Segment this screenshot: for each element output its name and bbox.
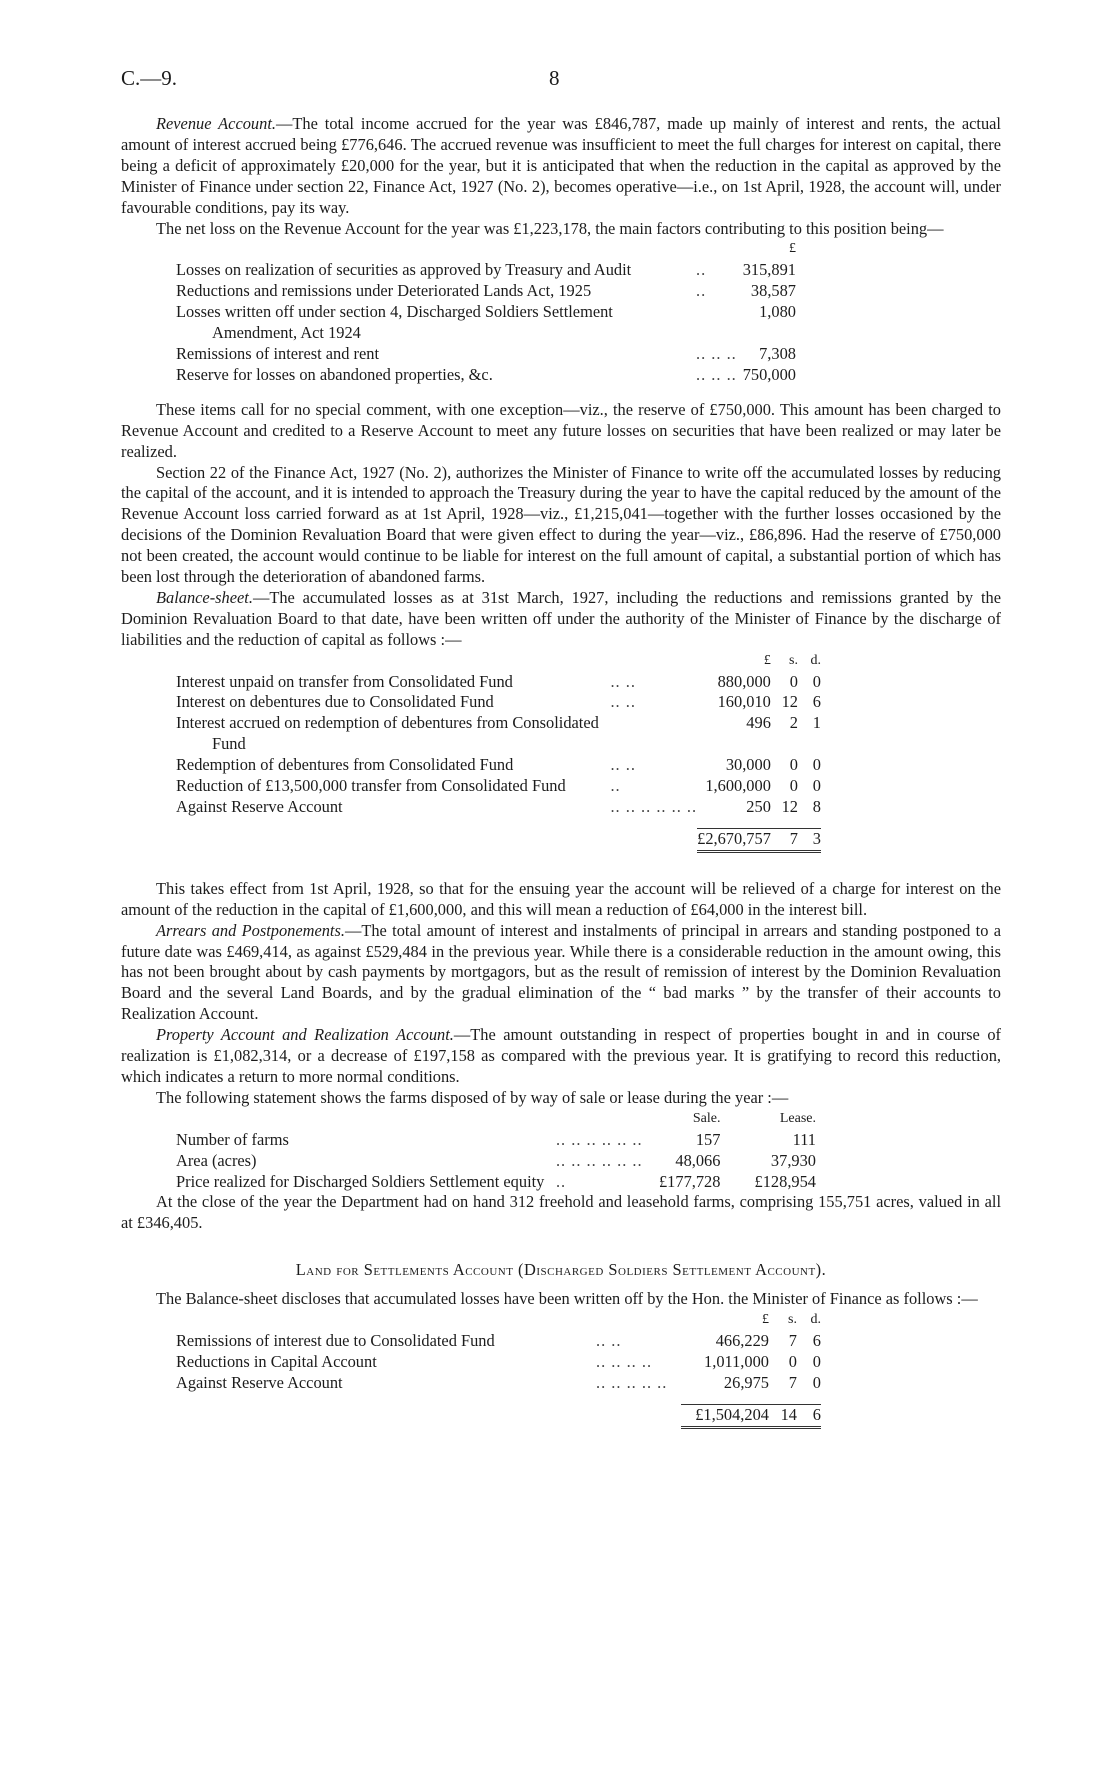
page-header (121, 66, 1001, 90)
table-total-row: £2,670,757 7 3 (176, 828, 821, 851)
section-lead: Arrears and Postponements. (156, 920, 345, 940)
losses-written-off-paragraph: The Balance-sheet discloses that accumulated losses have been written off by the Hon. the Minister of Finance as follows :— (156, 1289, 978, 1309)
table-row: Reduction of £13,500,000 transfer from Consolidated Fund .. 1,600,000 0 0 (176, 776, 821, 796)
arrears-paragraph (121, 921, 1001, 1026)
net-loss-table (176, 239, 796, 385)
total-pounds: £2,670,757 (697, 828, 771, 851)
currency-header: £ (789, 241, 796, 257)
table-row: Number of farms .. .. .. .. .. .. 157 111 (176, 1129, 816, 1149)
table-row: Price realized for Discharged Soldiers Settlement equity .. £177,728 £128,954 (176, 1171, 816, 1191)
property-account-paragraph (121, 1025, 1001, 1088)
effect-paragraph: This takes effect from 1st April, 1928, so that for the ensuing year the account will be relieved of a charge for interest on the amount of the reduction in the capital of £1,600,000, and this will mean a reduction of £64,000 in the interest bill. (121, 878, 1001, 919)
net-loss-paragraph: The net loss on the Revenue Account for the year was £1,223,178, the main factors contributing to this position being— (156, 218, 944, 238)
document-reference: C.—9. (121, 66, 178, 90)
farms-statement-paragraph: The following statement shows the farms disposed of by way of sale or lease during the year :— (156, 1087, 789, 1107)
table-row: Interest unpaid on transfer from Consolidated Fund .. .. 880,000 0 0 (176, 671, 821, 691)
section-22-paragraph: Section 22 of the Finance Act, 1927 (No. 2), authorizes the Minister of Finance to write off the accumulated losses by reducing the capital of the account, and it is intended to approach the Treasury during the year to have the capital reduced by the amount of the Revenue Account loss carried forward as at 1st April, 1928—viz., £1,215,041—together with the further losses occasioned by the decisions of the Dominion Revaluation Board that were given effect to during the year—viz., £86,896. Had the reserve of £750,000 not been created, the account would continue to be liable for interest on the full amount of capital, a substantial portion of which has been lost through the deterioration of abandoned farms. (121, 462, 1001, 587)
farms-on-hand-paragraph: At the close of the year the Department had on hand 312 freehold and leasehold farms, comprising 155,751 acres, valued in all at £346,405. (121, 1192, 1001, 1233)
table-row: Remissions of interest due to Consolidated Fund .. .. 466,229 7 6 (176, 1330, 821, 1350)
table-total-row: £1,504,204 14 6 (176, 1404, 821, 1427)
table-row: Against Reserve Account .. .. .. .. .. 26,975 7 0 (176, 1372, 821, 1392)
table-row: Remissions of interest and rent .. .. .. 7,308 (176, 343, 796, 363)
total-pounds: £1,504,204 (681, 1404, 769, 1427)
table-row: Reductions and remissions under Deteriorated Lands Act, 1925 .. 38,587 (176, 281, 796, 301)
balance-sheet-table: £ s. d. Interest unpaid on transfer from Consolidated Fund .. .. 880,000 0 0 Interest on debentures due to Consolidated Fund .. .. 160,010 12 6 Interest accrued on redemption of debentures from Consolidated Fund 496 2 1 Redemption of debentures from Consolidated Fund .. .. 30,000 0 0 Reduction of £13,500,000 transfer from Consolidated Fund .. 1,600,000 0 0 Against Reserve Account .. .. .. .. .. .. 250 12 8 £2,670,757 7 3 (176, 651, 821, 853)
land-settlement-table: £ s. d. Remissions of interest due to Consolidated Fund .. .. 466,229 7 6 Reductions in Capital Account .. .. .. .. 1,011,000 0 0 Against Reserve Account .. .. .. .. .. 26,975 7 0 £1,504,204 14 6 (176, 1310, 821, 1429)
section-lead: Balance-sheet. (156, 587, 253, 607)
revenue-account-paragraph (121, 114, 1001, 219)
section-lead: Property Account and Realization Account. (156, 1025, 454, 1045)
table-row: Interest accrued on redemption of debentures from Consolidated Fund 496 2 1 (176, 713, 821, 754)
paragraph-text: —The total amount of interest and instalments of principal in arrears and standing postponed to a future date was £469,414, as against £529,484 in the previous year. While there is a considerable reduction in the amount owing, this has not been brought about by cash payments by mortgagors, but as the result of remission of interest by the Dominion Revaluation Board and the several Land Boards, and by the gradual elimination of the “ bad marks ” by the transfer of their accounts to Realization Account. (121, 920, 1001, 1024)
farms-disposed-table: Sale. Lease. Number of farms .. .. .. .. .. .. 157 111 Area (acres) .. .. .. .. .. .. 48,066 37,930 Price realized for Discharged Soldiers Settlement equity .. £177,728 £128,954 (176, 1110, 816, 1191)
paragraph-text: —The total income accrued for the year was £846,787, made up mainly of interest and rents, the actual amount of interest accrued being £776,646. The accrued revenue was insufficient to meet the full charges for interest on capital, there being a deficit of approximately £20,000 for the year, but it is anticipated that when the reduction in the capital as approved by the Minister of Finance under section 22, Finance Act, 1927 (No. 2), becomes operative—i.e., on 1st April, 1928, the account will, under favourable conditions, pay its way. (121, 114, 1001, 217)
section-heading: Land for Settlements Account (Discharged Soldiers Settlement Account). (295, 1260, 827, 1280)
paragraph-text: —The accumulated losses as at 31st March, 1927, including the reductions and remissions granted by the Dominion Revaluation Board to that date, have been written off under the authority of the Minister of Finance by the discharge of liabilities and the reduction of capital as follows :— (121, 587, 1001, 649)
table-row: Reserve for losses on abandoned properties, &c. .. .. .. 750,000 (176, 364, 796, 384)
table-row: Redemption of debentures from Consolidated Fund .. .. 30,000 0 0 (176, 755, 821, 775)
table-row: Losses written off under section 4, Discharged Soldiers Settlement Amendment, Act 1924 1,080 (176, 302, 796, 343)
reserve-paragraph: These items call for no special comment, with one exception—viz., the reserve of £750,000. This amount has been charged to Revenue Account and credited to a Reserve Account to meet any future losses on securities that have been realized or may later be realized. (121, 399, 1001, 461)
table-row: Reductions in Capital Account .. .. .. .. 1,011,000 0 0 (176, 1351, 821, 1371)
table-row: Losses on realization of securities as approved by Treasury and Audit .. 315,891 (176, 260, 796, 280)
table-row: Area (acres) .. .. .. .. .. .. 48,066 37,930 (176, 1150, 816, 1170)
section-lead: Revenue Account. (156, 114, 276, 133)
page-body (121, 114, 1001, 1429)
balance-sheet-paragraph (121, 588, 1001, 651)
table-row: Against Reserve Account .. .. .. .. .. .. 250 12 8 (176, 797, 821, 816)
table-row: Interest on debentures due to Consolidated Fund .. .. 160,010 12 6 (176, 692, 821, 712)
paragraph-text: —The amount outstanding in respect of properties bought in and in course of realization is £1,082,314, or a decrease of £197,158 as compared with the previous year. It is gratifying to record this reduction, which indicates a return to more normal conditions. (121, 1025, 1001, 1086)
page-number: 8 (549, 66, 560, 90)
